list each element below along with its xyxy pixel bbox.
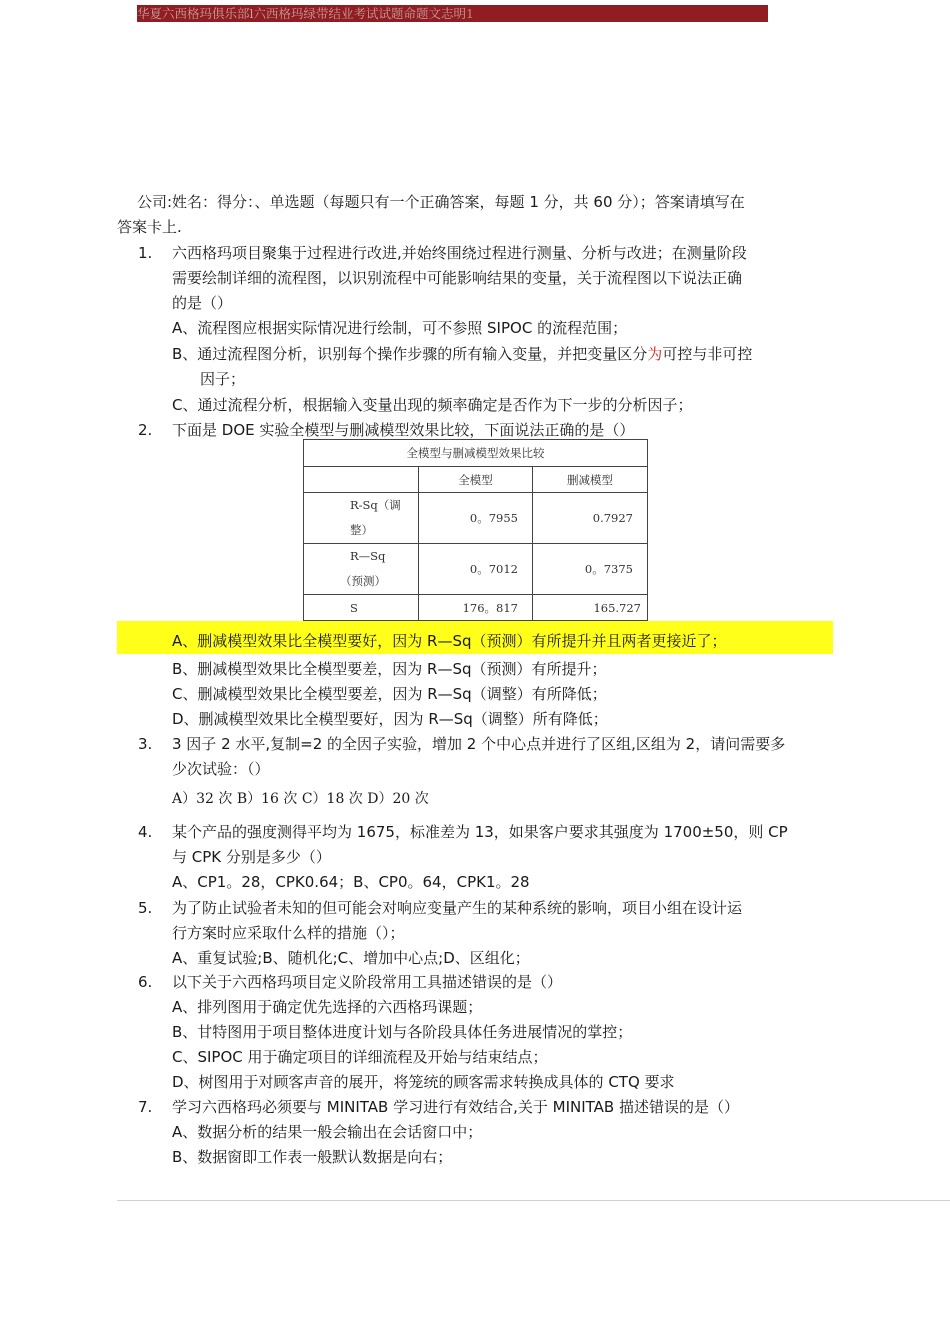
- question-text: 3 因子 2 水平,复制=2 的全因子实验，增加 2 个中心点并进行了区组,区组为 2，请问需要多: [172, 735, 786, 753]
- table-title: 全模型与删减模型效果比较: [304, 440, 648, 467]
- answer-option-highlighted: A、删减模型效果比全模型要好，因为 R—Sq（预测）有所提升并且两者更接近了；: [172, 632, 727, 650]
- answer-options: A、CP1。28，CPK0.64；B、CP0。64，CPK1。28: [172, 873, 530, 891]
- cell-reduced: 0。7375: [533, 544, 648, 595]
- question-text: 行方案时应采取什么样的措施（）；: [172, 924, 405, 942]
- answer-option: C、通过流程分析，根据输入变量出现的频率确定是否作为下一步的分析因子；: [172, 396, 693, 414]
- answer-option: A、流程图应根据实际情况进行绘制，可不参照 SIPOC 的流程范围；: [172, 319, 628, 337]
- cell-reduced: 165.727: [533, 595, 648, 621]
- answer-option: B、甘特图用于项目整体进度计划与各阶段具体任务进展情况的掌控；: [172, 1023, 633, 1041]
- table-header-cell: [304, 467, 419, 493]
- answer-option: D、树图用于对顾客声音的展开，将笼统的顾客需求转换成具体的 CTQ 要求: [172, 1073, 675, 1091]
- question-text: 需要绘制详细的流程图，以识别流程中可能影响结果的变量，关于流程图以下说法正确: [172, 269, 743, 287]
- intro-line: 公司:姓名：得分：、单选题（每题只有一个正确答案，每题 1 分，共 60 分）；答案请填写在: [137, 193, 745, 211]
- document-header: [137, 5, 768, 22]
- question-text: 与 CPK 分别是多少（）: [172, 848, 331, 866]
- row-label: R—Sq （预测）: [304, 544, 419, 595]
- question-text: 以下关于六西格玛项目定义阶段常用工具描述错误的是（）: [172, 973, 563, 991]
- question-text: 少次试验：（）: [172, 760, 270, 778]
- question-number: 6.: [138, 973, 153, 991]
- question-number: 5.: [138, 899, 153, 917]
- row-label: S: [304, 595, 419, 621]
- table-row: [304, 493, 648, 544]
- question-text: 的是（）: [172, 294, 233, 312]
- question-number: 1.: [138, 244, 153, 262]
- answer-option: A、排列图用于确定优先选择的六西格玛课题；: [172, 998, 483, 1016]
- answer-option: B、删减模型效果比全模型要差，因为 R—Sq（预测）有所提升；: [172, 660, 607, 678]
- answer-options: A）32 次 B）16 次 C）18 次 D）20 次: [172, 791, 429, 807]
- question-number: 7.: [138, 1098, 153, 1116]
- question-number: 3.: [138, 735, 153, 753]
- table-header-reduced: 删减模型: [533, 467, 648, 493]
- page-number: 1: [466, 6, 474, 21]
- question-text: 为了防止试验者未知的但可能会对响应变量产生的某种系统的影响，项目小组在设计运: [172, 899, 743, 917]
- intro-line-cont: 答案卡上.: [117, 218, 182, 236]
- cell-full: 176。817: [419, 595, 533, 621]
- cell-full: 0。7955: [419, 493, 533, 544]
- answer-option: C、删减模型效果比全模型要差，因为 R—Sq（调整）有所降低；: [172, 685, 607, 703]
- question-text: 六西格玛项目聚集于过程进行改进,并始终围绕过程进行测量、分析与改进；在测量阶段: [172, 244, 747, 262]
- table-header-full: 全模型: [419, 467, 533, 493]
- row-label: R-Sq（调 整）: [304, 493, 419, 544]
- table-row: [304, 595, 648, 621]
- page-divider: [117, 1200, 950, 1201]
- cell-full: 0。7012: [419, 544, 533, 595]
- question-number: 2.: [138, 421, 153, 439]
- highlighted-char: 为: [647, 345, 663, 363]
- question-number: 4.: [138, 823, 153, 841]
- table-row: [304, 544, 648, 595]
- question-text: 学习六西格玛必须要与 MINITAB 学习进行有效结合,关于 MINITAB 描述错误的是（）: [172, 1098, 739, 1116]
- answer-options: A、重复试验;B、随机化;C、增加中心点;D、区组化；: [172, 949, 530, 967]
- option-text: B、通过流程图分析，识别每个操作步骤的所有输入变量，并把变量区分: [172, 345, 648, 363]
- question-text: 下面是 DOE 实验全模型与删减模型效果比较，下面说法正确的是（）: [172, 421, 635, 439]
- answer-option: D、删减模型效果比全模型要好，因为 R—Sq（调整）所有降低；: [172, 710, 608, 728]
- answer-option: [172, 344, 752, 364]
- cell-reduced: 0.7927: [533, 493, 648, 544]
- model-comparison-table: [303, 439, 648, 621]
- answer-option-cont: 因子；: [200, 370, 246, 388]
- answer-option: C、SIPOC 用于确定项目的详细流程及开始与结束结点；: [172, 1048, 548, 1066]
- option-text: 可控与非可控: [662, 345, 753, 363]
- question-text: 某个产品的强度测得平均为 1675，标准差为 13，如果客户要求其强度为 1700±50，则 CP: [172, 823, 788, 841]
- header-title: 华夏六西格玛俱乐部l六西格玛绿带结业考试试题命题文志明: [137, 6, 466, 21]
- answer-option: B、数据窗即工作表一般默认数据是向右；: [172, 1148, 453, 1166]
- answer-option: A、数据分析的结果一般会输出在会话窗口中；: [172, 1123, 483, 1141]
